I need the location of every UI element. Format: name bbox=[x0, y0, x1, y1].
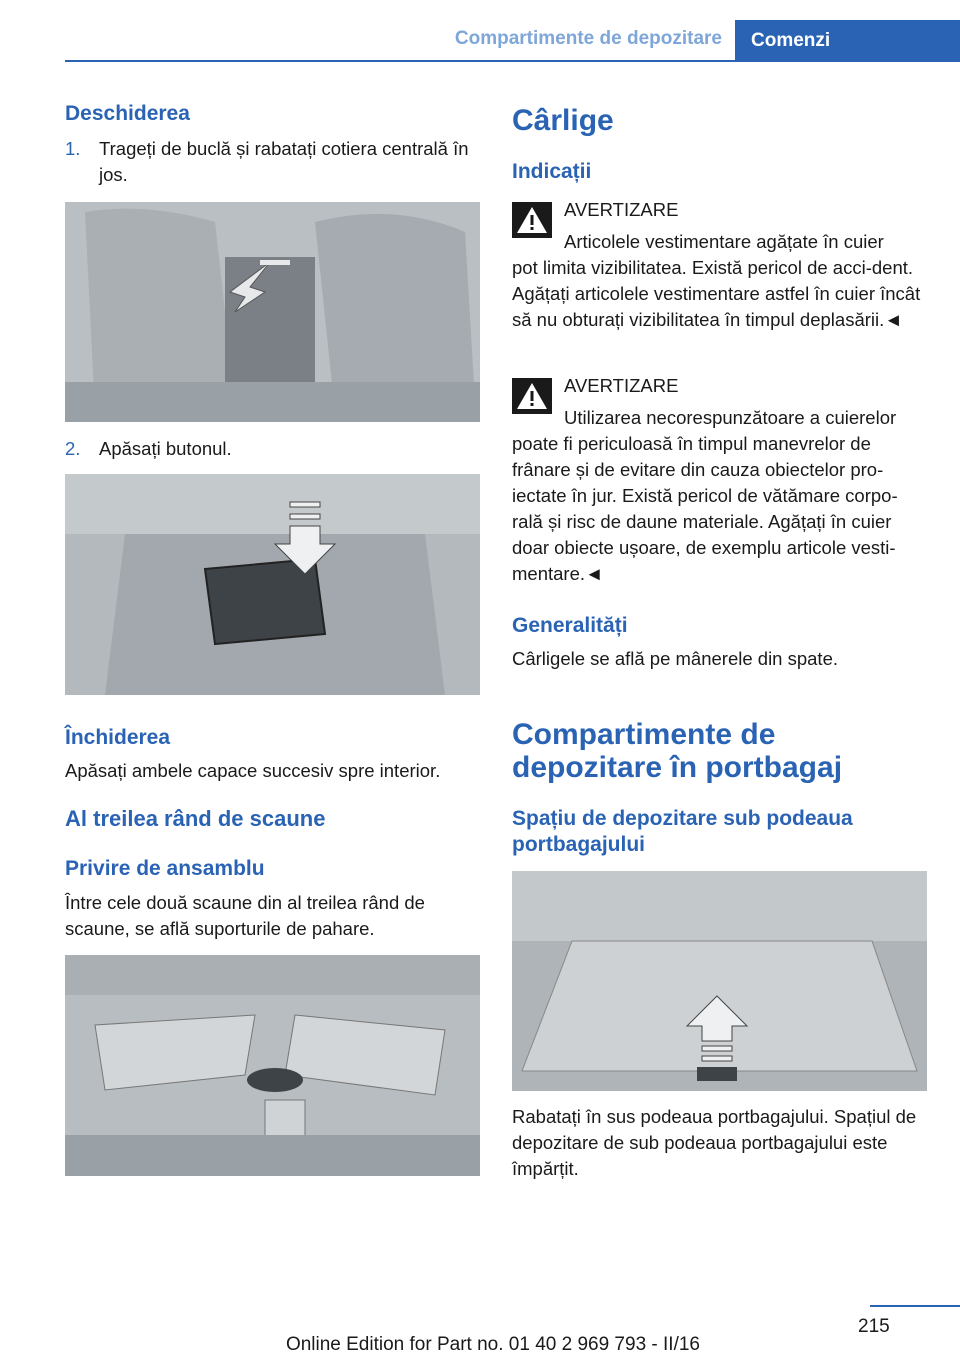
header-rule bbox=[65, 60, 960, 62]
step-2 bbox=[65, 436, 480, 464]
running-header-section: Compartimente de depozitare bbox=[454, 28, 722, 49]
underfloor-heading: Spațiu de depozitare sub podeaua portbagajului bbox=[512, 807, 853, 856]
close-text: Apăsați ambele capace succesiv spre interior. bbox=[65, 760, 441, 781]
warning-text: pot limita vizibilitatea. Există pericol de acci-dent. Agățați articolele vestimentare astfel în cuier încât să nu obturați vizibilitatea în timpul deplasării.◄ bbox=[512, 257, 921, 330]
page-number: 215 bbox=[858, 1316, 890, 1337]
warning-label: AVERTIZARE bbox=[564, 375, 679, 396]
storage-heading: Compartimente de depozitare în portbagaj bbox=[512, 718, 843, 784]
step-number: 1. bbox=[65, 138, 81, 159]
third-row-heading: Al treilea rând de scaune bbox=[65, 806, 326, 831]
open-heading: Deschiderea bbox=[65, 102, 190, 125]
warning-first-line: Utilizarea necorespunzătoare a cuierelor bbox=[564, 407, 897, 428]
footer-rule bbox=[870, 1305, 960, 1307]
hooks-heading: Cârlige bbox=[512, 104, 614, 137]
general-heading: Generalități bbox=[512, 614, 628, 637]
underfloor-text: Rabatați în sus podeaua portbagajului. Spațiul de depozitare de sub podeaua portbagajului este împărțit. bbox=[512, 1106, 917, 1179]
armrest-button-photo bbox=[65, 474, 480, 695]
cupholder-photo bbox=[65, 955, 480, 1176]
general-text: Cârligele se află pe mânerele din spate. bbox=[512, 648, 838, 669]
notes-heading: Indicații bbox=[512, 160, 592, 183]
overview-heading: Privire de ansamblu bbox=[65, 857, 265, 880]
warning-text: poate fi periculoasă în timpul manevrelor de frânare și de evitare din cauza obiectelor pro-iectate în jur. Există pericol de vătămare corpo-rală și risc de daune materiale. Agățați în cuier doar obiecte ușoare, de exemplu articole vesti-mentare.◄ bbox=[512, 433, 898, 584]
warning-triangle-icon bbox=[512, 202, 552, 238]
warning-triangle-icon bbox=[512, 378, 552, 414]
warning-label: AVERTIZARE bbox=[564, 199, 679, 220]
overview-text: Între cele două scaune din al treilea rând de scaune, se află suporturile de pahare. bbox=[65, 892, 425, 939]
step-number: 2. bbox=[65, 438, 81, 459]
edition-text: Online Edition for Part no. 01 40 2 969 793 - II/16 bbox=[285, 1334, 700, 1355]
warning-first-line: Articolele vestimentare agățate în cuier bbox=[564, 231, 884, 252]
running-header-tab: Comenzi bbox=[735, 20, 960, 62]
armrest-photo bbox=[65, 202, 480, 422]
step-text: Trageți de buclă și rabatați cotiera centrală în jos. bbox=[99, 138, 469, 185]
close-heading: Închiderea bbox=[65, 726, 171, 749]
step-1 bbox=[65, 136, 480, 192]
trunk-floor-photo bbox=[512, 871, 927, 1091]
step-text: Apăsați butonul. bbox=[99, 438, 232, 459]
